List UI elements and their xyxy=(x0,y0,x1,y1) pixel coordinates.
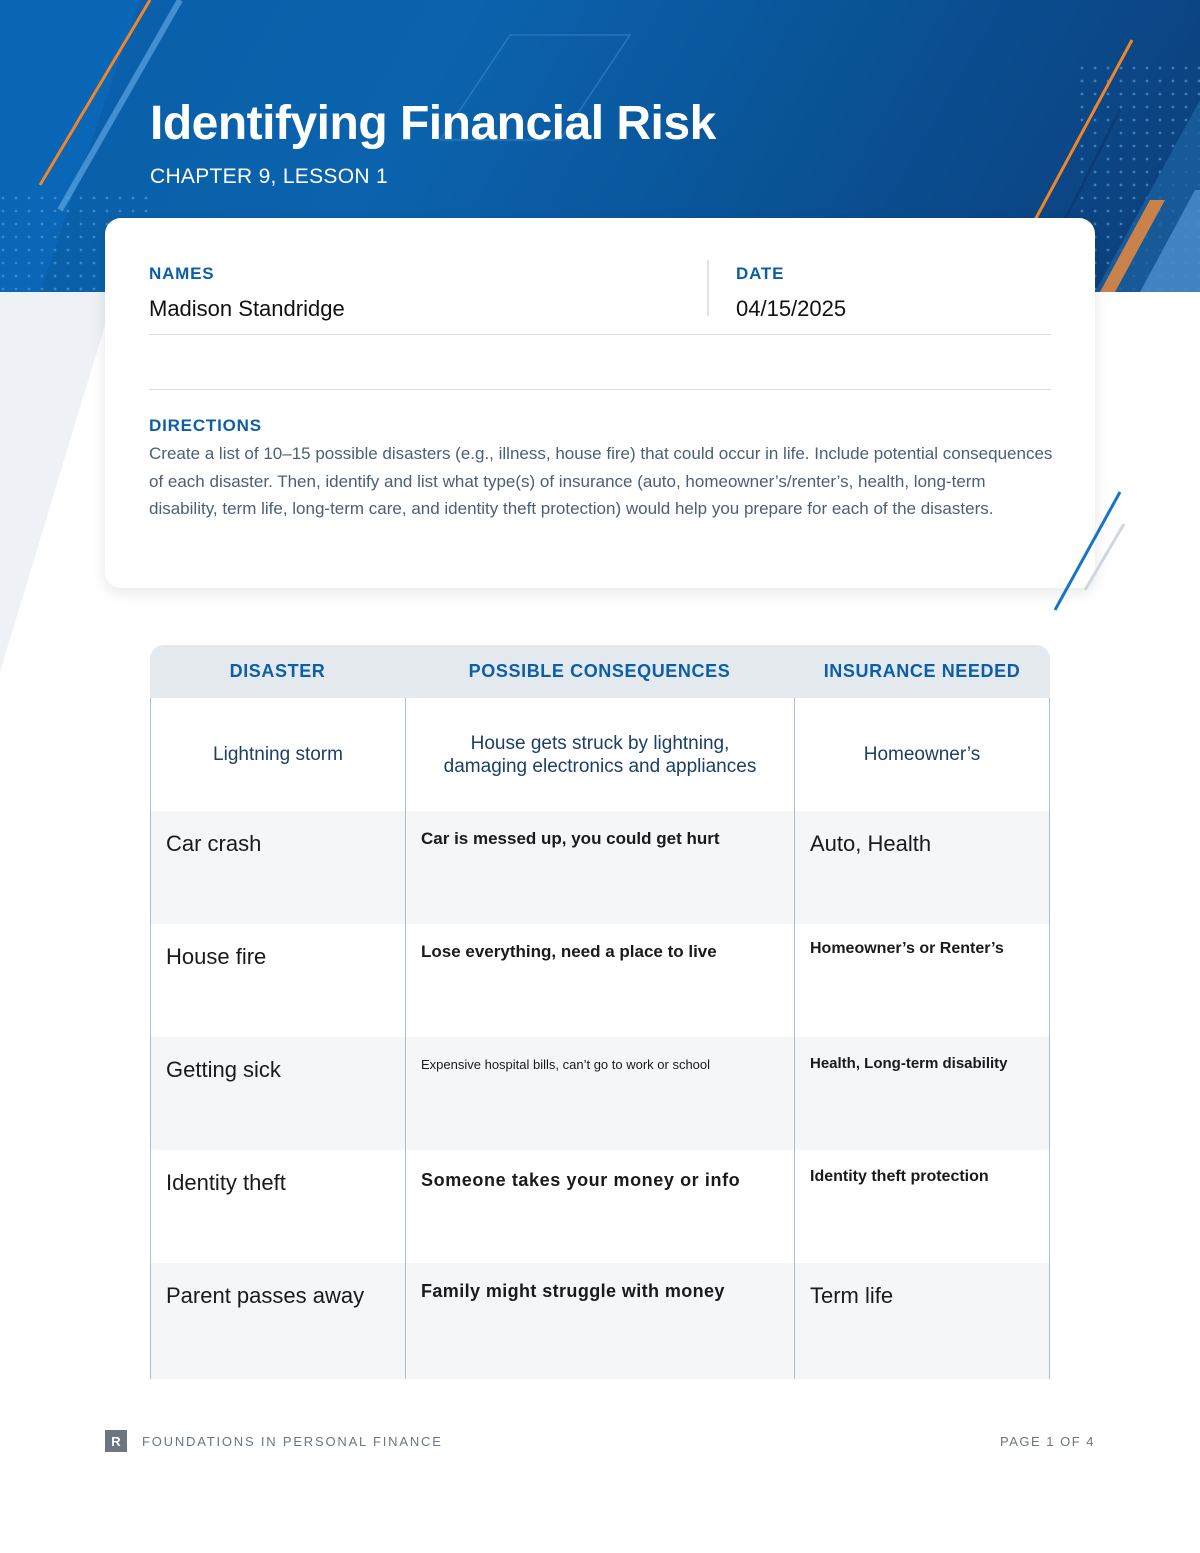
table-row xyxy=(150,1037,1050,1150)
insurance-cell[interactable]: Identity theft protection xyxy=(794,1150,1050,1263)
names-label: NAMES xyxy=(149,264,215,283)
table-row xyxy=(150,1263,1050,1379)
table-row xyxy=(150,811,1050,924)
header-consequences: POSSIBLE CONSEQUENCES xyxy=(468,661,731,681)
insurance-cell[interactable]: Auto, Health xyxy=(794,811,1050,924)
disaster-cell[interactable]: House fire xyxy=(150,924,405,1037)
course-name: FOUNDATIONS IN PERSONAL FINANCE xyxy=(142,1434,443,1449)
consequence-cell[interactable]: Car is messed up, you could get hurt xyxy=(405,811,794,924)
insurance-cell[interactable]: Health, Long-term disability xyxy=(794,1037,1050,1150)
brand-logo-icon: R xyxy=(105,1430,127,1452)
disaster-cell[interactable]: Getting sick xyxy=(150,1037,405,1150)
insurance-cell[interactable]: Homeowner’s or Renter’s xyxy=(794,924,1050,1037)
consequence-cell[interactable]: Family might struggle with money xyxy=(405,1263,794,1379)
header-disaster: DISASTER xyxy=(229,661,326,681)
example-consequence-line: House gets struck by lightning, xyxy=(470,732,730,754)
example-disaster: Lightning storm xyxy=(150,698,405,811)
divider-line xyxy=(149,334,1051,335)
chapter-subtitle: CHAPTER 9, LESSON 1 xyxy=(150,165,388,188)
directions-text: Create a list of 10–15 possible disasters (e.g., illness, house fire) that could occur in life. Include potential consequences of each disaster. Then, identify and list what type(s) of insurance (auto, homeowner’s/renter’s, health, long-term disability, term life, long-term care, and identity theft protection) would help you prepare for each of the disasters. xyxy=(149,444,1053,518)
disaster-cell[interactable]: Parent passes away xyxy=(150,1263,405,1379)
header-insurance: INSURANCE NEEDED xyxy=(823,661,1021,681)
info-card xyxy=(105,218,1095,588)
page-title: Identifying Financial Risk xyxy=(150,97,716,150)
example-row xyxy=(150,698,1050,811)
date-field[interactable]: 04/15/2025 xyxy=(736,296,847,321)
table-row xyxy=(150,924,1050,1037)
risk-table xyxy=(150,645,1050,1379)
disaster-cell[interactable]: Identity theft xyxy=(150,1150,405,1263)
consequence-cell[interactable]: Someone takes your money or info xyxy=(405,1150,794,1263)
table-row xyxy=(150,1150,1050,1263)
directions-label: DIRECTIONS xyxy=(149,416,262,435)
insurance-cell[interactable]: Term life xyxy=(794,1263,1050,1379)
table-header xyxy=(150,645,1050,698)
example-consequence xyxy=(405,698,794,811)
names-field[interactable]: Madison Standridge xyxy=(149,296,345,321)
disaster-cell[interactable]: Car crash xyxy=(150,811,405,924)
example-insurance: Homeowner’s xyxy=(794,698,1050,811)
divider-line xyxy=(149,389,1051,390)
field-divider xyxy=(707,260,709,316)
page-number: PAGE 1 OF 4 xyxy=(999,1434,1095,1449)
consequence-cell[interactable]: Lose everything, need a place to live xyxy=(405,924,794,1037)
consequence-cell[interactable]: Expensive hospital bills, can’t go to work or school xyxy=(405,1037,794,1150)
date-label: DATE xyxy=(736,264,785,283)
example-consequence-line: damaging electronics and appliances xyxy=(443,755,757,777)
decorative-lines xyxy=(1040,480,1140,620)
